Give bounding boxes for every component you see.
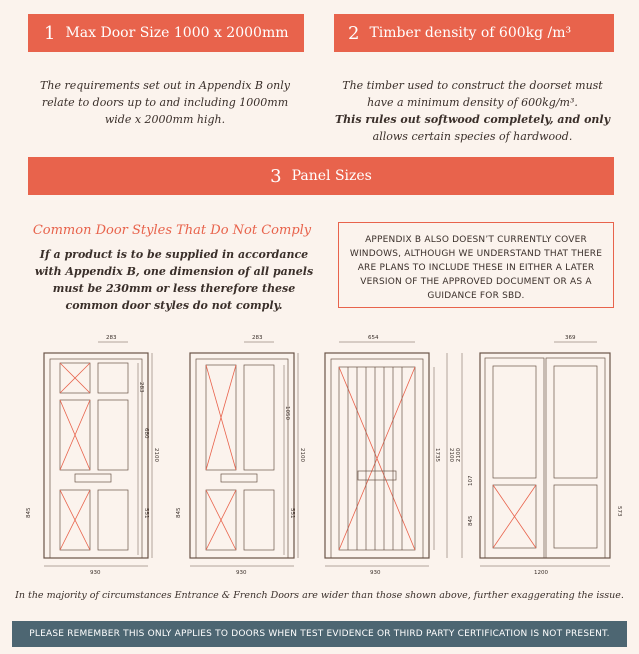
section-3-title: Panel Sizes bbox=[291, 168, 372, 184]
section-1-banner bbox=[28, 14, 304, 52]
door-four-panel bbox=[176, 335, 305, 576]
door-1-letterplate bbox=[75, 474, 111, 482]
section-2-title: Timber density of 600kg /m³ bbox=[369, 25, 572, 41]
door-1-width: 930 bbox=[90, 570, 101, 576]
door-4-frame bbox=[480, 353, 610, 558]
door-diagrams bbox=[0, 330, 639, 586]
door-french bbox=[456, 335, 622, 576]
section-2-text-normal: The timber used to construct the doorset must have a minimum density of 600kg/m³. bbox=[342, 79, 603, 109]
windows-notice: APPENDIX B ALSO DOESN’T CURRENTLY COVER WINDOWS, ALTHOUGH WE UNDERSTAND THAT THERE ARE PLANS TO INCLUDE THESE IN EITHER A LATER VERSION OF THE APPROVED DOCUMENT OR AS A GUIDANCE FOR SBD. bbox=[338, 222, 614, 308]
section-1-title: Max Door Size 1000 x 2000mm bbox=[65, 25, 289, 41]
door-2-letterplate bbox=[221, 474, 257, 482]
door-1-panel bbox=[98, 363, 128, 393]
door-4-top-dim: 369 bbox=[565, 335, 576, 341]
door-4-height: 2100 bbox=[456, 448, 462, 462]
door-3-top-dim: 654 bbox=[368, 335, 379, 341]
section-2-banner bbox=[334, 14, 614, 52]
door-2-width: 930 bbox=[236, 570, 247, 576]
door-4-right-dim: 573 bbox=[616, 506, 622, 517]
door-4-width: 1200 bbox=[534, 570, 548, 576]
section-3-number: 3 bbox=[270, 165, 282, 187]
door-1-panel bbox=[98, 490, 128, 550]
door-1-dim-1: 283 bbox=[138, 382, 144, 393]
door-2-top-dim: 283 bbox=[252, 335, 263, 341]
door-3-letterplate bbox=[358, 471, 396, 480]
door-1-panel bbox=[98, 400, 128, 470]
common-styles-text: If a product is to be supplied in accordance with Appendix B, one dimension of all panels must be 230mm or less therefore these common door styles do not comply. bbox=[34, 248, 314, 312]
door-2-dim-2: 551 bbox=[289, 508, 295, 519]
door-2-height: 2100 bbox=[299, 448, 305, 462]
door-4-dim-2: 845 bbox=[468, 515, 474, 526]
section-3-banner bbox=[28, 157, 614, 195]
door-1-frame bbox=[44, 353, 148, 558]
door-six-panel bbox=[26, 335, 159, 576]
door-3-frame bbox=[325, 353, 429, 558]
door-3-width: 930 bbox=[370, 570, 381, 576]
footnote: In the majority of circumstances Entrance & French Doors are wider than those shown above, further exaggerating the issue. bbox=[15, 590, 624, 601]
door-1-left-dim: 845 bbox=[26, 507, 32, 518]
door-1-dim-2: 680 bbox=[143, 428, 149, 439]
door-4-panel bbox=[493, 366, 536, 478]
common-styles-title: Common Door Styles That Do Not Comply bbox=[32, 223, 312, 238]
door-boarded bbox=[325, 335, 454, 576]
door-4-dim-1: 107 bbox=[468, 475, 474, 486]
section-2-text-bold: This rules out softwood completely, and only bbox=[335, 113, 610, 126]
door-2-panel bbox=[244, 365, 274, 470]
door-2-dim-1: 1050 bbox=[284, 406, 290, 420]
door-2-panel bbox=[244, 490, 274, 550]
door-2-frame bbox=[190, 353, 294, 558]
section-2-text-tail: allows certain species of hardwood. bbox=[372, 130, 573, 143]
door-4-leaf-left bbox=[485, 358, 544, 558]
door-3-dim-1: 1735 bbox=[434, 448, 440, 462]
section-2-text bbox=[330, 77, 615, 145]
door-3-height: 2100 bbox=[448, 448, 454, 462]
door-2-left-dim: 845 bbox=[176, 507, 182, 518]
door-4-panel bbox=[554, 485, 597, 548]
section-1-text: The requirements set out in Appendix B only relate to doors up to and including 1000mm wide x 2000mm high. bbox=[40, 79, 290, 126]
door-4-panel bbox=[554, 366, 597, 478]
section-2-number: 2 bbox=[348, 22, 360, 44]
door-1-height: 2100 bbox=[153, 448, 159, 462]
door-4-leaf-right bbox=[546, 358, 605, 558]
bottom-notice-bar: PLEASE REMEMBER THIS ONLY APPLIES TO DOORS WHEN TEST EVIDENCE OR THIRD PARTY CERTIFICATION IS NOT PRESENT. bbox=[12, 621, 627, 647]
door-1-dim-3: 551 bbox=[143, 508, 149, 519]
section-1-number: 1 bbox=[44, 22, 56, 44]
door-1-top-dim: 283 bbox=[106, 335, 117, 341]
